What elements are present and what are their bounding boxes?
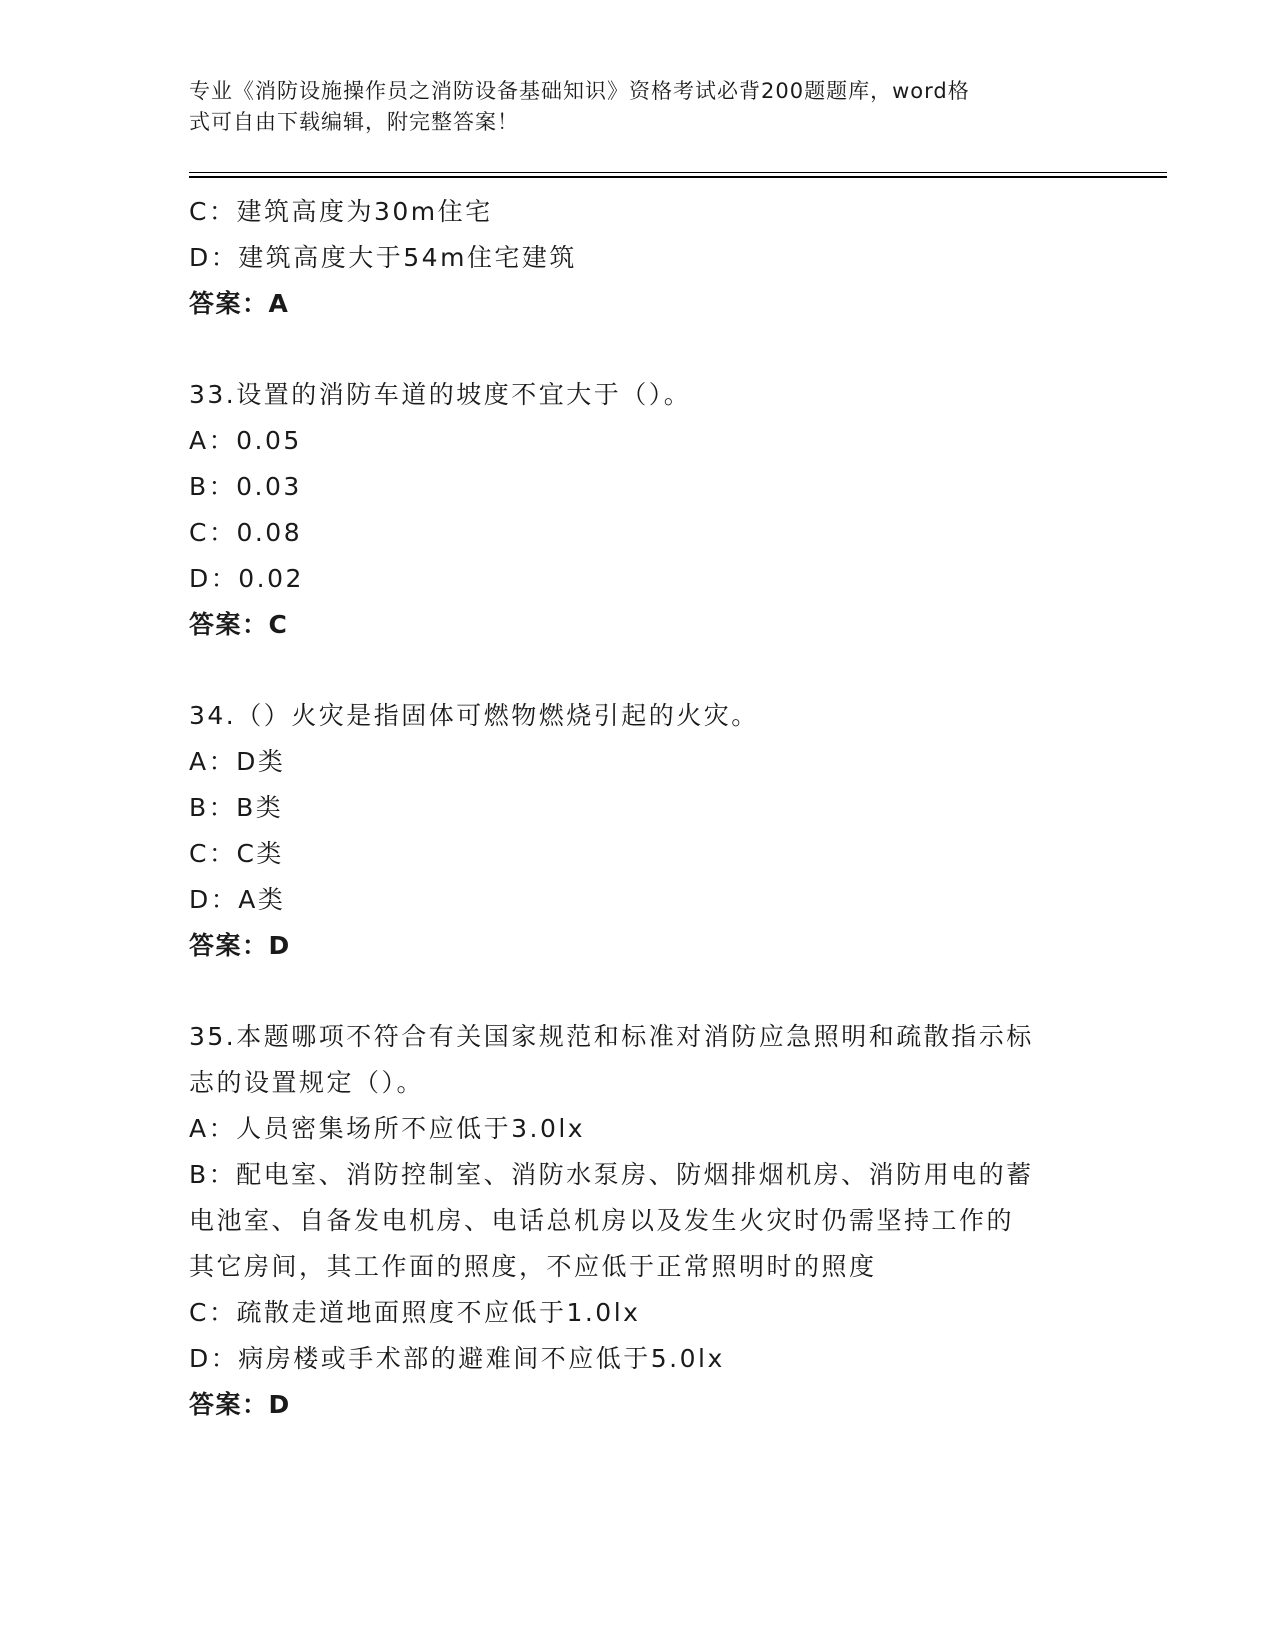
question-stem: 34.（）火灾是指固体可燃物燃烧引起的火灾。 — [189, 701, 759, 730]
answer-line: 答案：C — [189, 610, 289, 639]
option-line: D：病房楼或手术部的避难间不应低于5.0lx — [189, 1344, 725, 1373]
question-35 — [189, 1014, 1089, 1428]
previous-question-tail — [189, 189, 1089, 327]
option-line: C：0.08 — [189, 518, 303, 547]
document-header — [189, 76, 1069, 138]
option-line: B：B类 — [189, 793, 284, 822]
option-line: B：0.03 — [189, 472, 302, 501]
option-line: D：0.02 — [189, 564, 304, 593]
option-line: C：疏散走道地面照度不应低于1.0lx — [189, 1298, 641, 1327]
header-rule-top — [189, 172, 1167, 173]
option-line: 其它房间，其工作面的照度，不应低于正常照明时的照度 — [189, 1252, 877, 1281]
header-line-1: 专业《消防设施操作员之消防设备基础知识》资格考试必背200题题库，word格 — [189, 79, 970, 103]
option-line: A：D类 — [189, 747, 286, 776]
header-rule-bottom — [189, 176, 1167, 178]
question-33 — [189, 372, 1089, 648]
option-line: A：人员密集场所不应低于3.0lx — [189, 1114, 586, 1143]
question-stem: 33.设置的消防车道的坡度不宜大于（）。 — [189, 380, 692, 409]
spacer — [189, 648, 1089, 693]
option-line: D：A类 — [189, 885, 286, 914]
answer-line: 答案：D — [189, 1390, 291, 1419]
option-line: A：0.05 — [189, 426, 302, 455]
question-content — [189, 189, 1089, 1428]
question-34 — [189, 693, 1089, 969]
question-stem: 35.本题哪项不符合有关国家规范和标准对消防应急照明和疏散指示标 — [189, 1022, 1034, 1051]
answer-line: 答案：A — [189, 289, 290, 318]
option-line: C：建筑高度为30m住宅 — [189, 197, 493, 226]
answer-line: 答案：D — [189, 931, 291, 960]
question-stem: 志的设置规定（）。 — [189, 1068, 425, 1097]
spacer — [189, 969, 1089, 1014]
option-line: B：配电室、消防控制室、消防水泵房、防烟排烟机房、消防用电的蓄 — [189, 1160, 1034, 1189]
option-line: C：C类 — [189, 839, 284, 868]
spacer — [189, 327, 1089, 372]
option-line: D：建筑高度大于54m住宅建筑 — [189, 243, 577, 272]
option-line: 电池室、自备发电机房、电话总机房以及发生火灾时仍需坚持工作的 — [189, 1206, 1015, 1235]
header-line-2: 式可自由下载编辑，附完整答案！ — [189, 110, 519, 134]
